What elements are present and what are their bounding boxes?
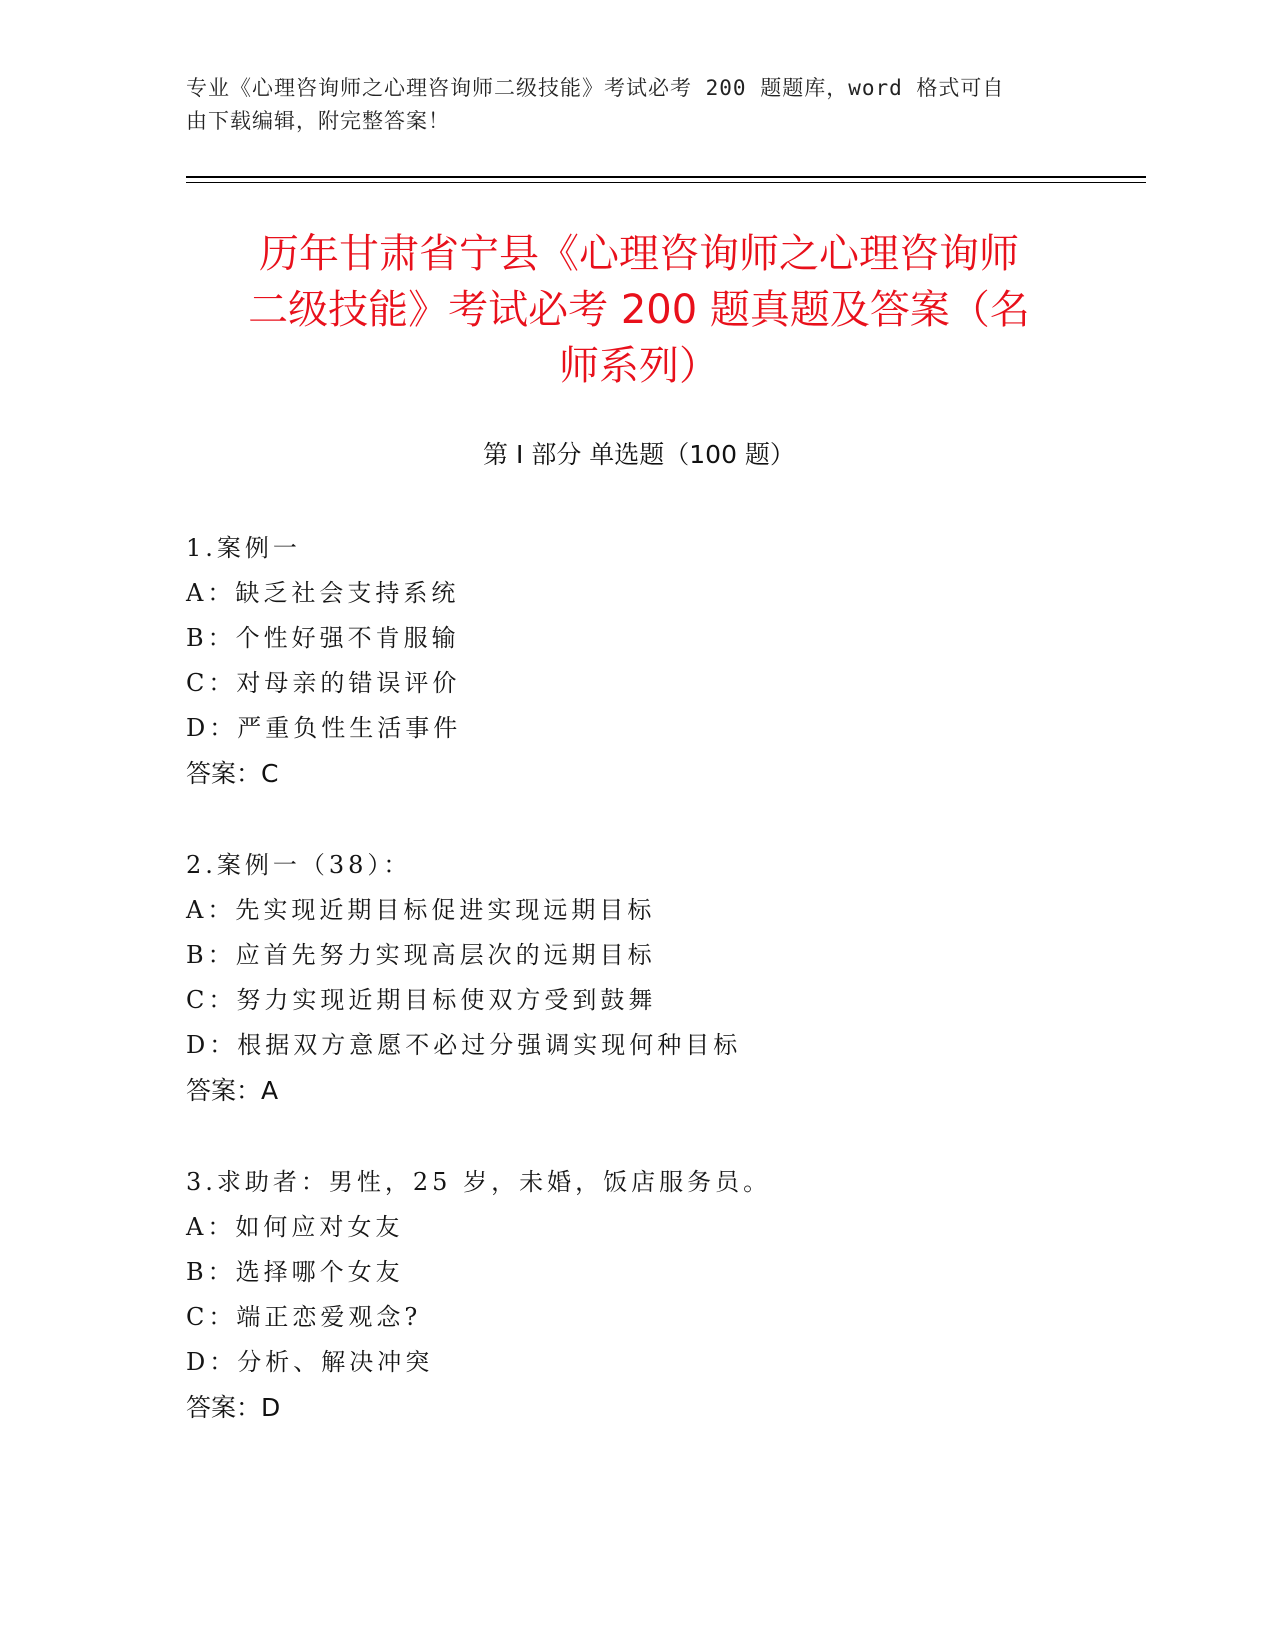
header-divider-thin	[186, 182, 1146, 183]
option-a: A：缺乏社会支持系统	[186, 579, 460, 607]
header-note	[186, 72, 1066, 138]
document-title-line-2: 二级技能》考试必考 200 题真题及答案（名	[248, 287, 1030, 333]
question-stem: 3.求助者：男性，25 岁，未婚，饭店服务员。	[186, 1168, 772, 1196]
option-d: D：分析、解决冲突	[186, 1348, 434, 1376]
option-c: C：对母亲的错误评价	[186, 669, 461, 697]
option-d: D：严重负性生活事件	[186, 714, 462, 742]
option-d: D：根据双方意愿不必过分强调实现何种目标	[186, 1031, 742, 1059]
document-title-line-1: 历年甘肃省宁县《心理咨询师之心理咨询师	[259, 231, 1019, 277]
answer: 答案：A	[186, 1076, 279, 1105]
document-title-line-3: 师系列）	[559, 343, 719, 389]
header-divider-thick	[186, 176, 1146, 178]
question-list	[186, 526, 1086, 1430]
option-a: A：先实现近期目标促进实现远期目标	[186, 896, 656, 924]
question-spacer	[186, 796, 1086, 843]
question-2	[186, 843, 1086, 1113]
option-c: C：端正恋爱观念?	[186, 1303, 422, 1331]
question-3	[186, 1160, 1086, 1430]
question-stem: 2.案例一（38）：	[186, 851, 412, 879]
answer: 答案：C	[186, 759, 279, 788]
option-b: B：选择哪个女友	[186, 1258, 404, 1286]
header-note-line-2: 由下载编辑，附完整答案！	[186, 109, 450, 133]
header-note-line-1: 专业《心理咨询师之心理咨询师二级技能》考试必考 200 题题库，word 格式可自	[186, 76, 1005, 100]
section-title: 第 I 部分 单选题（100 题）	[483, 440, 795, 469]
option-b: B：应首先努力实现高层次的远期目标	[186, 941, 656, 969]
option-b: B：个性好强不肯服输	[186, 624, 460, 652]
question-1	[186, 526, 1086, 796]
question-spacer	[186, 1113, 1086, 1160]
option-c: C：努力实现近期目标使双方受到鼓舞	[186, 986, 657, 1014]
document-title	[186, 226, 1092, 394]
question-stem: 1.案例一	[186, 534, 301, 562]
answer: 答案：D	[186, 1393, 281, 1422]
option-a: A：如何应对女友	[186, 1213, 404, 1241]
